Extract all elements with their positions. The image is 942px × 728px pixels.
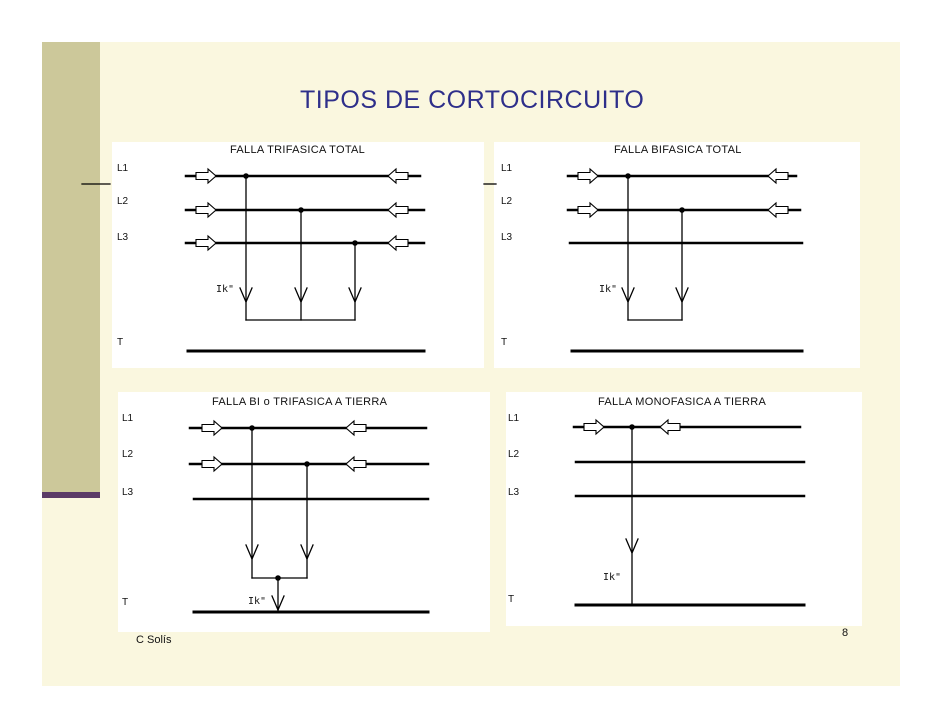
fault-node (243, 173, 249, 179)
panel-title-monofasica: FALLA MONOFASICA A TIERRA (598, 396, 767, 408)
label-t: T (501, 337, 508, 348)
source-arrow-left (346, 421, 366, 435)
fault-node (629, 424, 635, 430)
label-l1: L1 (117, 163, 129, 174)
label-l1: L1 (501, 163, 513, 174)
source-arrow-right (584, 420, 604, 434)
source-arrow-left (660, 420, 680, 434)
source-arrow-right (202, 457, 222, 471)
source-arrow-right (196, 236, 216, 250)
label-l1: L1 (508, 413, 520, 424)
fault-node (275, 575, 281, 581)
source-arrow-left (388, 203, 408, 217)
current-label-ik: Ik" (603, 572, 622, 583)
author-label: C Solís (136, 634, 172, 646)
label-l2: L2 (508, 449, 520, 460)
label-t: T (508, 594, 515, 605)
label-l3: L3 (501, 232, 513, 243)
source-arrow-left (388, 236, 408, 250)
source-arrow-right (202, 421, 222, 435)
panel-title-bi-tri-tierra: FALLA BI o TRIFASICA A TIERRA (212, 396, 388, 408)
label-l3: L3 (122, 487, 134, 498)
label-l2: L2 (117, 196, 129, 207)
source-arrow-right (196, 203, 216, 217)
fault-node (298, 207, 304, 213)
fault-node (679, 207, 685, 213)
label-l3: L3 (508, 487, 520, 498)
fault-node (304, 461, 310, 467)
page-title: TIPOS DE CORTOCIRCUITO (300, 86, 645, 114)
source-arrow-left (388, 169, 408, 183)
fault-node (352, 240, 358, 246)
fault-node (625, 173, 631, 179)
current-label-ik: Ik" (248, 596, 267, 607)
fault-node (249, 425, 255, 431)
label-l2: L2 (501, 196, 513, 207)
label-l1: L1 (122, 413, 134, 424)
current-label-ik: Ik" (599, 284, 618, 295)
source-arrow-right (196, 169, 216, 183)
source-arrow-left (768, 169, 788, 183)
source-arrow-right (578, 169, 598, 183)
source-arrow-left (346, 457, 366, 471)
source-arrow-left (768, 203, 788, 217)
current-label-ik: Ik" (216, 284, 235, 295)
label-l2: L2 (122, 449, 134, 460)
panel-title-bifasica: FALLA BIFASICA TOTAL (614, 144, 742, 156)
label-t: T (117, 337, 124, 348)
label-t: T (122, 597, 129, 608)
page-number: 8 (842, 627, 849, 639)
label-l3: L3 (117, 232, 129, 243)
source-arrow-right (578, 203, 598, 217)
panel-title-trifasica: FALLA TRIFASICA TOTAL (230, 144, 366, 156)
